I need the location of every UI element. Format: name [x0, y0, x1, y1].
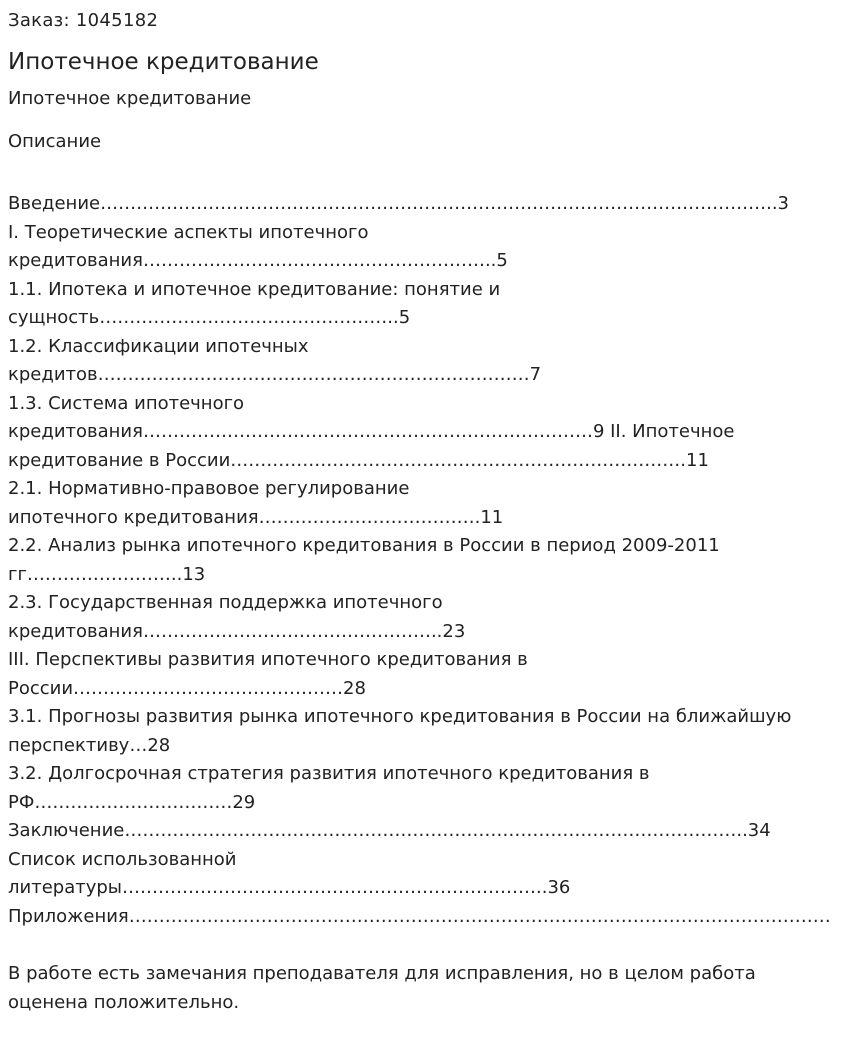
note-line: оценена положительно.: [8, 991, 240, 1013]
toc-line: России………………………………………28: [8, 677, 366, 699]
description-heading: Описание: [8, 131, 102, 152]
page-subtitle: Ипотечное кредитование: [8, 88, 252, 109]
toc-line: 2.2. Анализ рынка ипотечного кредитования в России в период 2009-2011: [8, 535, 720, 556]
toc-line: 1.3. Система ипотечного: [8, 392, 245, 414]
toc-line: перспективу…28: [8, 734, 171, 756]
toc-line: гг……………………..13: [8, 563, 206, 585]
toc-line: кредитование в России………………………………………………………………….11: [8, 449, 709, 471]
toc-line: ипотечного кредитования……………………………….11: [8, 506, 504, 528]
toc-line: кредитования…………………………………………..23: [8, 620, 466, 642]
toc-line: кредитования…………………………………………………..5: [8, 250, 508, 271]
toc-line: кредитов………………………………………………………………7: [8, 364, 542, 385]
toc-line: 1.1. Ипотека и ипотечное кредитование: понятие и: [8, 278, 501, 300]
toc-line: Заключение…………………………………………………………………………………………..34: [8, 820, 771, 841]
note-line: В работе есть замечания преподавателя для исправления, но в целом работа: [8, 963, 756, 984]
toc-line: III. Перспективы развития ипотечного кредитования в: [8, 649, 528, 670]
toc-line: Введение…………………………………………………………………………………………………..3: [8, 193, 789, 214]
page-title: Ипотечное кредитование: [8, 49, 319, 75]
toc-line: литературы……………………………………………………………..36: [8, 877, 571, 898]
toc-line: 3.2. Долгосрочная стратегия развития ипотечного кредитования в: [8, 763, 650, 784]
teacher-note: [8, 960, 756, 1017]
toc-line: 2.3. Государственная поддержка ипотечного: [8, 592, 443, 613]
table-of-contents: [8, 190, 847, 931]
toc-line: 2.1. Нормативно-правовое регулирование: [8, 478, 410, 499]
toc-line: РФ……………………………29: [8, 791, 256, 813]
toc-line: сущность…………………………………………..5: [8, 307, 411, 328]
toc-line: I. Теоретические аспекты ипотечного: [8, 221, 369, 243]
toc-line: Приложения………………………………………………………………………………………………………: [8, 905, 831, 927]
toc-line: 1.2. Классификации ипотечных: [8, 335, 309, 357]
order-number: Заказ: 1045182: [8, 10, 159, 31]
toc-line: кредитования…………………………………………………………………9 II. Ипотечное: [8, 421, 735, 442]
toc-line: 3.1. Прогнозы развития рынка ипотечного кредитования в России на ближайшую: [8, 706, 792, 727]
toc-line: Список использованной: [8, 848, 237, 870]
